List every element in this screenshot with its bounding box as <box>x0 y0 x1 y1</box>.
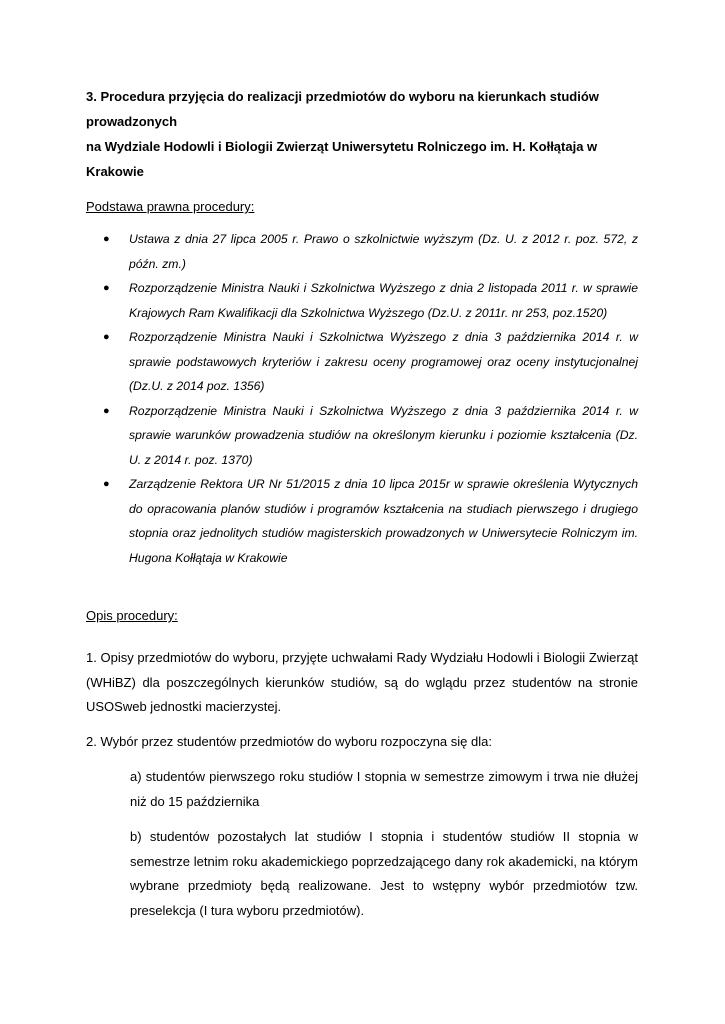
document-page <box>86 84 638 923</box>
procedure-paragraph-1: 1. Opisy przedmiotów do wyboru, przyjęte uchwałami Rady Wydziału Hodowli i Biologii Zwierząt (WHiBZ) dla poszczególnych kierunków studiów, są do wglądu przez studentów na stronie USOSweb jednostki macierzystej. <box>86 650 638 714</box>
bullet-icon: ● <box>103 282 110 294</box>
legal-basis-list <box>86 227 638 570</box>
bullet-icon: ● <box>103 478 110 490</box>
legal-basis-item <box>86 276 638 325</box>
bullet-icon: ● <box>103 233 110 245</box>
procedure-title-line-1: 3. Procedura przyjęcia do realizacji przedmiotów do wyboru na kierunkach studiów prowadzonych <box>86 89 599 129</box>
legal-basis-heading: Podstawa prawna procedury: <box>86 199 255 214</box>
bullet-icon: ● <box>103 404 110 417</box>
procedure-description-heading: Opis procedury: <box>86 608 178 623</box>
bullet-icon: ● <box>103 331 110 343</box>
legal-basis-item-text: Rozporządzenie Ministra Nauki i Szkolnictwa Wyższego z dnia 3 października 2014 r. w sprawie warunków prowadzenia studiów na określonym kierunku i poziomie kształcenia (Dz. U. z 2014 r. poz. 1370) <box>129 403 638 467</box>
legal-basis-item <box>86 399 638 473</box>
procedure-title-line-2: na Wydziale Hodowli i Biologii Zwierząt Uniwersytetu Rolniczego im. H. Kołłątaja w Krakowie <box>86 139 598 179</box>
procedure-paragraph-2b: b) studentów pozostałych lat studiów I stopnia i studentów studiów II stopnia w semestrze letnim roku akademickiego poprzedzającego dany rok akademicki, na którym wybrane przedmioty będą realizowane. Jest to wstępny wybór przedmiotów tzw. preselekcja (I tura wyboru przedmiotów). <box>130 829 638 918</box>
legal-basis-item-text: Ustawa z dnia 27 lipca 2005 r. Prawo o szkolnictwie wyższym (Dz. U. z 2012 r. poz. 572, z późn. zm.) <box>129 232 638 271</box>
procedure-paragraph-2: 2. Wybór przez studentów przedmiotów do wyboru rozpoczyna się dla: <box>86 733 492 749</box>
legal-basis-item-text: Rozporządzenie Ministra Nauki i Szkolnictwa Wyższego z dnia 2 listopada 2011 r. w sprawie Krajowych Ram Kwalifikacji dla Szkolnictwa Wyższego (Dz.U. z 2011r. nr 253, poz.1520) <box>129 281 638 320</box>
legal-basis-item <box>86 227 638 276</box>
procedure-paragraph-2a: a) studentów pierwszego roku studiów I stopnia w semestrze zimowym i trwa nie dłużej niż do 15 października <box>130 769 638 809</box>
legal-basis-item <box>86 325 638 399</box>
legal-basis-item <box>86 472 638 570</box>
legal-basis-item-text: Rozporządzenie Ministra Nauki i Szkolnictwa Wyższego z dnia 3 października 2014 r. w sprawie podstawowych kryteriów i zakresu oceny programowej oraz oceny instytucjonalnej (Dz.U. z 2014 poz. 1356) <box>129 330 638 393</box>
legal-basis-item-text: Zarządzenie Rektora UR Nr 51/2015 z dnia 10 lipca 2015r w sprawie określenia Wytycznych do opracowania planów studiów i programów kształcenia na studiach pierwszego i drugiego stopnia oraz jednolitych studiów magisterskich prowadzonych w Uniwersytecie Rolniczym im. Hugona Kołłątaja w Krakowie <box>129 477 638 565</box>
procedure-title <box>86 84 638 184</box>
